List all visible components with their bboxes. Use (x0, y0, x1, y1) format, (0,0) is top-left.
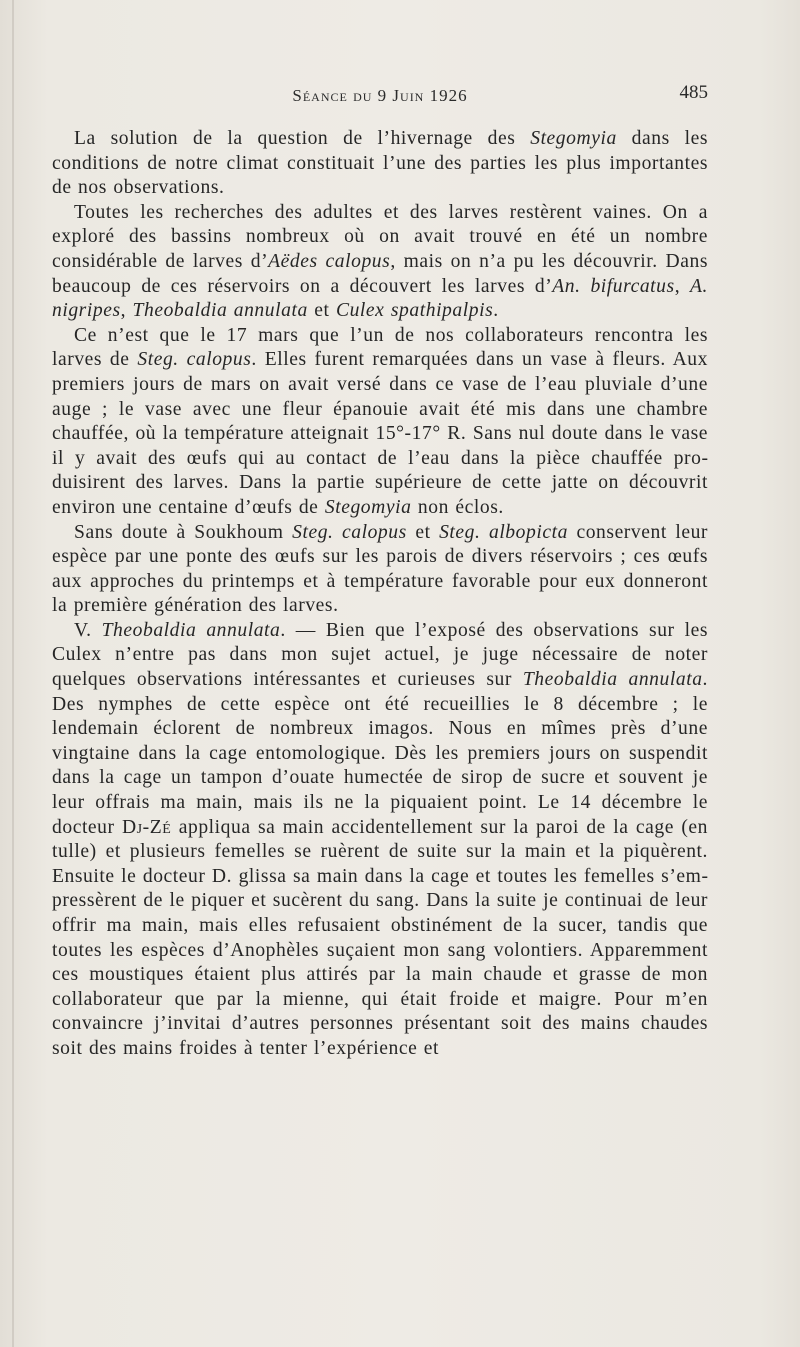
paragraph (52, 619, 708, 1062)
paragraph (52, 127, 708, 201)
italic-term: Steg. calopus (137, 349, 252, 371)
text-run: et (406, 521, 440, 543)
text-run: . Des nymphes de cette espèce ont été recueillies le 8 décembre ; le lendemain éclorent de nombreux imagos. Nous en mîmes près d’une vingtaine dans la cage entomologique. Dès les premiers jours on suspendit dans la cage un tampon d’ouate humectée de sirop de sucre et souvent je leur offrais ma main, mais ils ne la piquaient point. Le 14 décembre le docteur (52, 669, 708, 838)
text-run: V. (74, 619, 102, 641)
text-run: appliqua sa main accidentellement sur la paroi de la cage (en tulle) et plusieurs femelles se ruèrent de suite sur la main et la piquèrent. Ensuite le docteur D. glissa sa main dans la cage et toutes les femelles s’empressèrent de le piquer et sucèrent du sang. Dans la suite je continuai de leur offrir ma main, mais elles refusaient obstinément de la sucer, tandis que toutes les espèces d’Anophèles suçaient mon sang volontiers. Apparemment ces moustiques étaient plus attirés par la main chaude et grasse de mon collaborateur que par la mienne, qui était froide et maigre. Pour m’en convaincre j’invitai d’autres personnes présentant soit des mains chaudes soit des mains froides à tenter l’expérience et (52, 816, 708, 1059)
italic-term: Theobaldia annulata (132, 300, 308, 322)
running-title: Séance du 9 Juin 1926 (292, 86, 468, 105)
page-number: 485 (679, 82, 708, 103)
text-run: Sans doute à Soukhoum (74, 521, 293, 543)
text-run: . (493, 300, 499, 322)
text-run: . Elles furent remarquées dans un vase à fleurs. Aux premiers jours de mars on avait versé dans ce vase de l’eau pluviale d’une auge ; le vase avec une fleur épanouie avait été mis dans une chambre chauffée, où la température atteignait 15°-17° R. Sans nul doute dans le vase il y avait des œufs qui au contact de l’eau dans la pièce chauffée produisirent des larves. Dans la partie supérieure de cette jatte on découvrit environ une centaine d’œufs de (52, 349, 708, 518)
italic-term: An. bifurcatus (552, 275, 675, 297)
text-run: , mais on n’a pu les découvrir. Dans beaucoup de ces réservoirs on a découvert les larves d’ (52, 250, 708, 297)
text-run: conservent leur espèce par une ponte des œufs sur les parois de divers réservoirs ; ces œufs aux approches du printemps et à température favorable pour eux donneront la première génération des larves. (52, 521, 708, 617)
text-run: , (674, 275, 691, 297)
text-run: et (307, 300, 336, 322)
italic-term: Aëdes calopus (268, 250, 391, 272)
text-run: , (120, 300, 133, 322)
body-text (52, 127, 708, 1062)
text-run: . — Bien que l’exposé des observations sur les Culex n’entre pas dans mon sujet actuel, je juge nécessaire de noter quelques observations intéressantes et curieuses sur (52, 619, 709, 691)
person-name: Dj-Zé (121, 816, 172, 838)
italic-term: Stegomyia (530, 128, 617, 149)
text-run: Ce n’est que le 17 mars que l’un de nos collaborateurs rencontra les larves de (52, 324, 708, 371)
italic-term: Steg. albopicta (439, 521, 568, 543)
italic-term: Culex spathipalpis (335, 300, 494, 322)
paragraph (52, 201, 708, 324)
paragraph (52, 324, 708, 521)
text-run: La solution de la question de l’hivernage des (74, 128, 531, 149)
italic-term: Stegomyia (324, 496, 412, 518)
text-run: non éclos. (411, 496, 504, 518)
italic-term: A. nigripes (52, 275, 708, 322)
page-header (52, 82, 708, 116)
paragraph (52, 521, 708, 619)
page-edge-shadow (12, 0, 14, 1347)
text-run: dans les conditions de notre climat constituait l’une des parties les plus importantes de nos observations. (52, 128, 708, 199)
text-run: Toutes les recherches des adultes et des larves restèrent vaines. On a exploré des bassins nombreux où on avait trouvé en été un nombre considérable de larves d’ (52, 201, 708, 272)
italic-term: Theobaldia annulata (522, 669, 703, 691)
italic-term: Steg. calopus (292, 521, 407, 543)
italic-term: Theobaldia annulata (101, 619, 281, 641)
